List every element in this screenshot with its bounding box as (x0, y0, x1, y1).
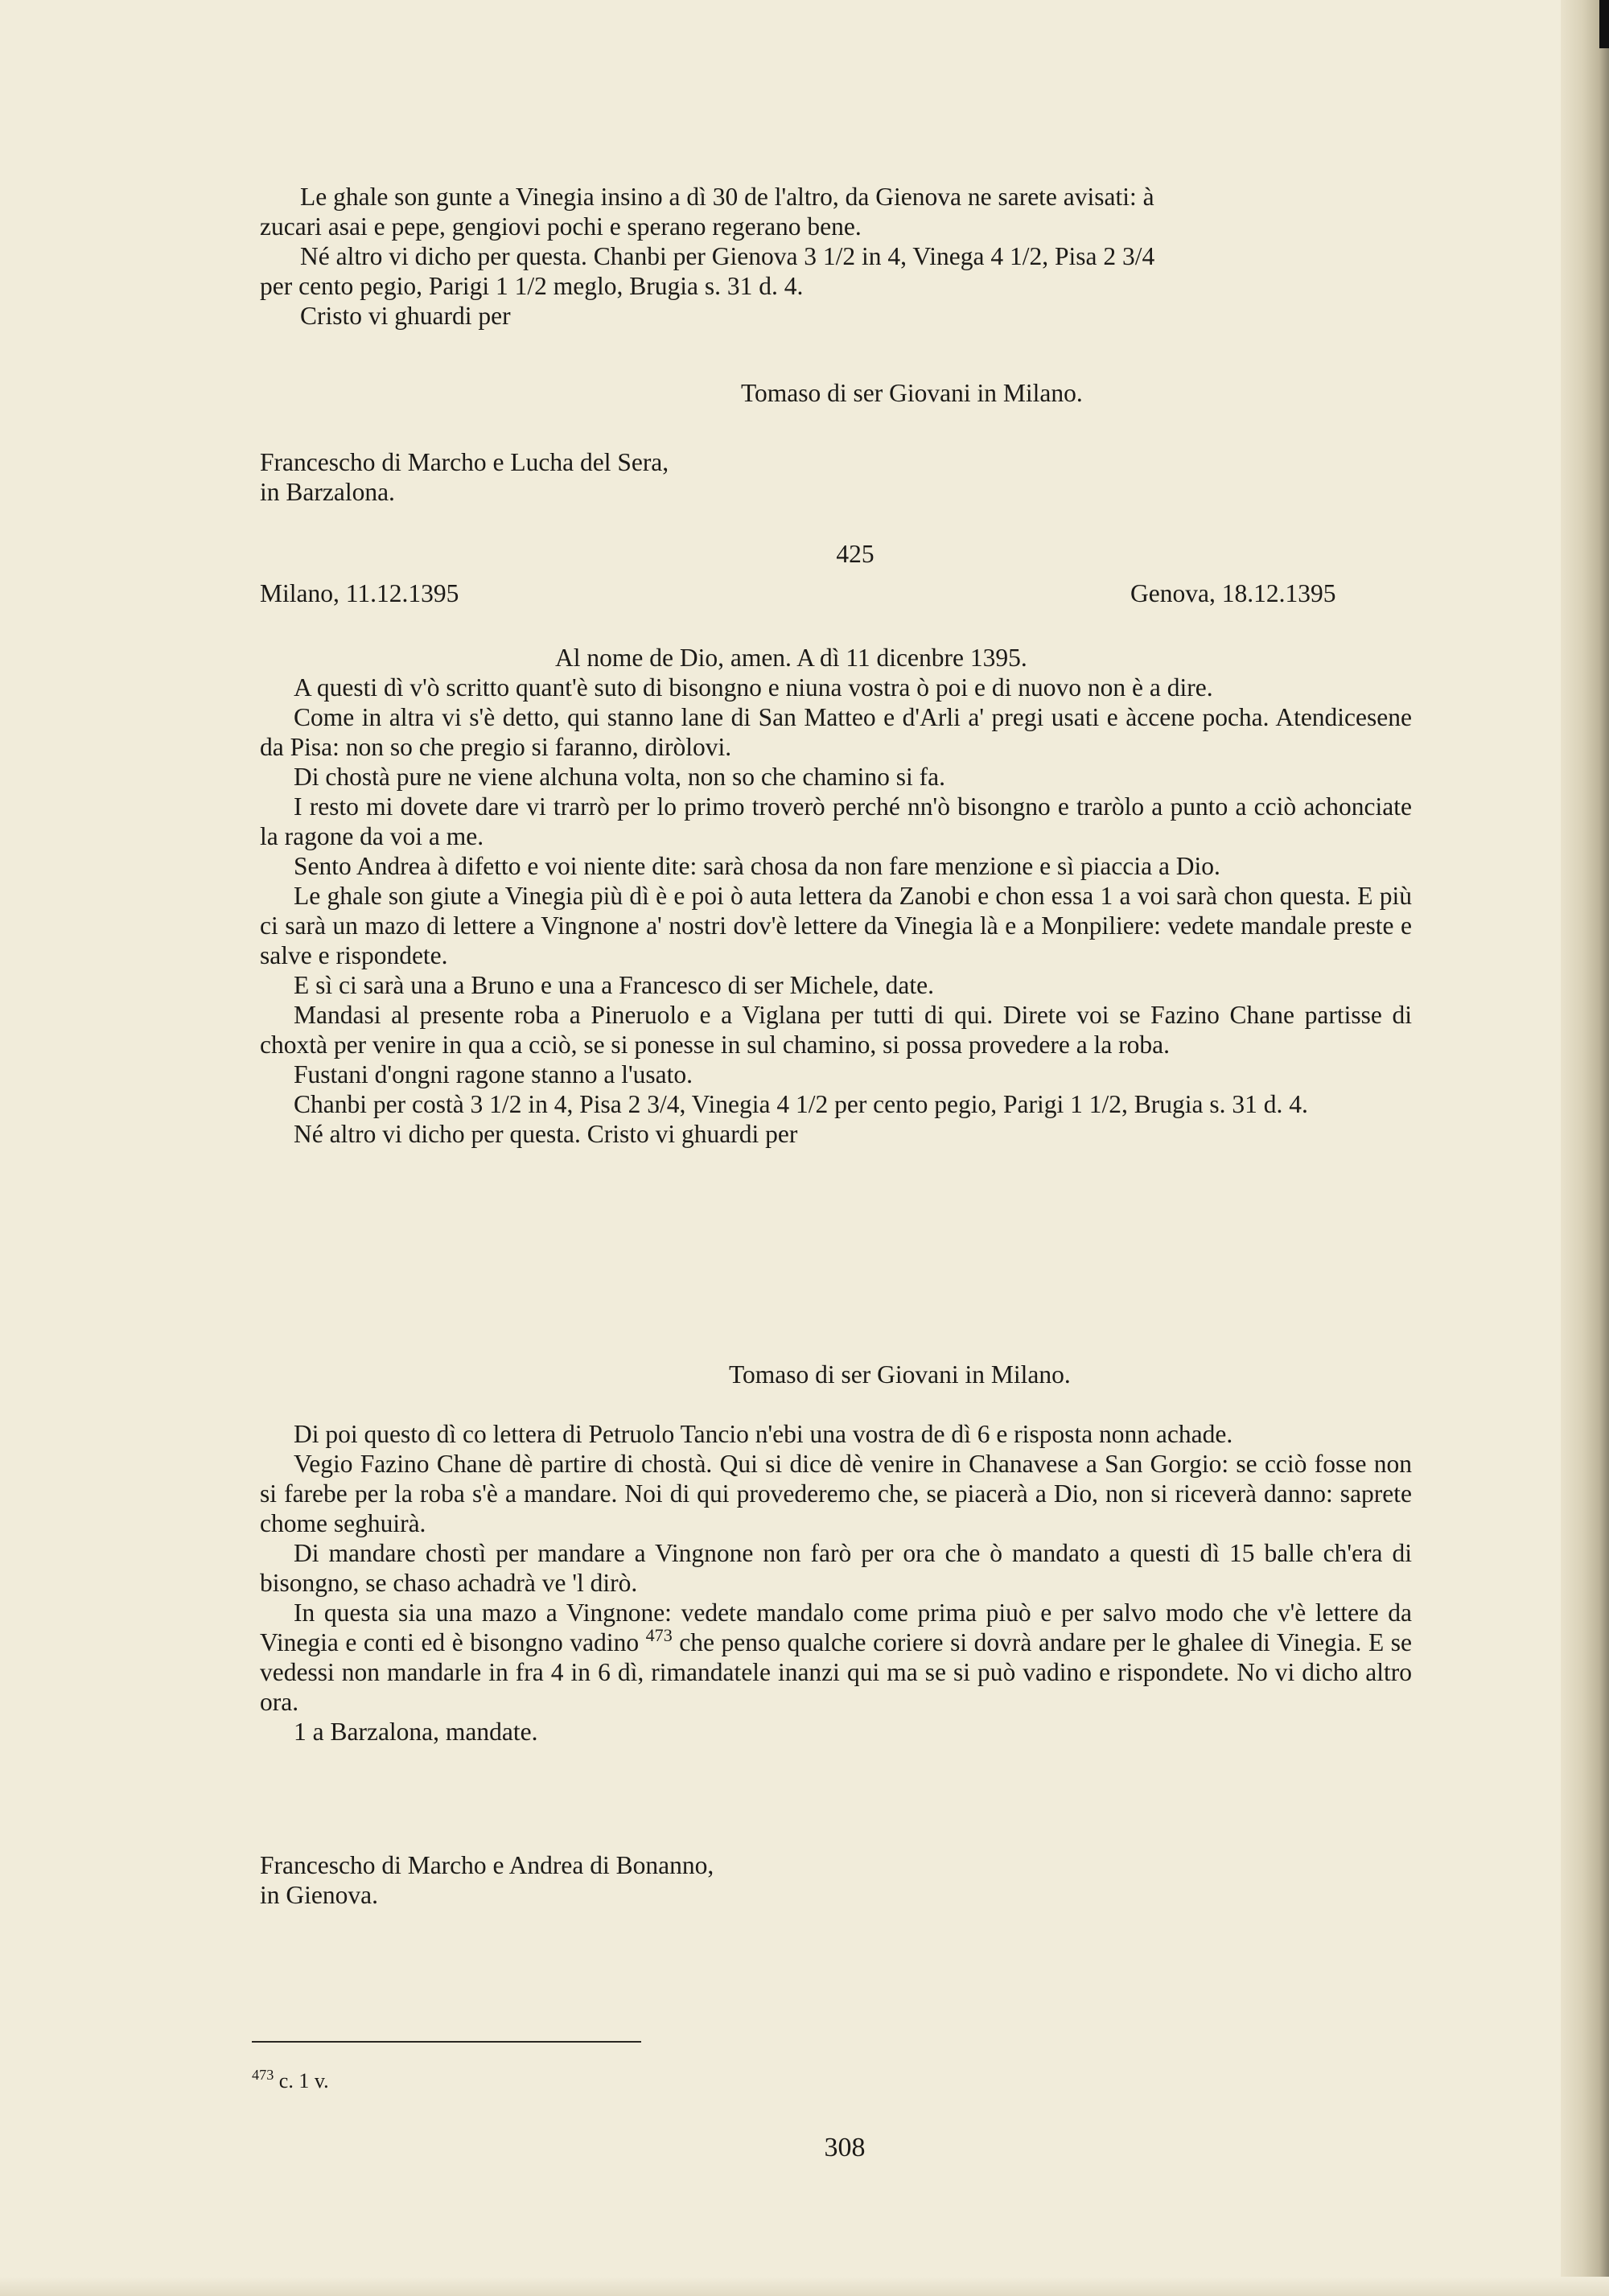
book-spine-edge (1599, 0, 1609, 48)
address-line: in Barzalona. (260, 478, 395, 506)
paragraph: E sì ci sarà una a Bruno e una a Francesco di ser Michele, date. (294, 971, 934, 999)
text-line: Né altro vi dicho per questa. Chanbi per Gienova 3 1/2 in 4, Vinega 4 1/2, Pisa 2 3/4 (300, 242, 1155, 270)
paragraph: Come in altra vi s'è detto, qui stanno lane di San Matteo e d'Arli a' pregi usati e àccene pocha. Atendicesene da Pisa: non so che pregio si faranno, diròlovi. (260, 703, 1412, 761)
paragraph: Vegio Fazino Chane dè partire di chostà. Qui si dice dè venire in Chanavese a San Gorgio: se cciò fosse non si farebe per la roba s'è a mandare. Noi di qui provederemo che, se piacerà a Dio, non si riceverà danno: saprete chome seghuirà. (260, 1450, 1412, 1537)
footnote-divider (252, 2041, 641, 2043)
paragraph-text: In questa sia una mazo a Vingnone: vedete mandalo come prima piuò e per salvo modo che v'è lettere da Vinegia e conti ed è bisongno vadino (260, 1599, 1412, 1656)
footnote-number: 473 (252, 2067, 274, 2083)
address-line: Francescho di Marcho e Lucha del Sera, (260, 448, 669, 476)
text-line: zucari asai e pepe, gengiovi pochi e sperano regerano bene. (260, 212, 862, 241)
paragraph: Di mandare chostì per mandare a Vingnone non farò per ora che ò mandato a questi dì 15 balle ch'era di bisongno, se chaso achadrà ve 'l dirò. (260, 1539, 1412, 1597)
address-block (260, 1850, 714, 1910)
address-line: Francescho di Marcho e Andrea di Bonanno, (260, 1851, 714, 1879)
signature: Tomaso di ser Giovani in Milano. (741, 379, 1083, 407)
signature: Tomaso di ser Giovani in Milano. (729, 1360, 1071, 1389)
closing-formula: Né altro vi dicho per questa. Cristo vi ghuardi per (294, 1120, 798, 1148)
footnote-reference[interactable]: 473 (645, 1624, 673, 1645)
paragraph: I resto mi dovete dare vi trarrò per lo primo troverò perché nn'ò bisongno e traròlo a punto a cciò achonciate la ragone da voi a me. (260, 792, 1412, 850)
letter-invocation: Al nome de Dio, amen. A dì 11 dicenbre 1395. (555, 644, 1027, 672)
letter-origin: Milano, 11.12.1395 (260, 579, 459, 607)
address-block (260, 447, 669, 507)
paragraph: Di chostà pure ne viene alchuna volta, non so che chamino si fa. (294, 763, 945, 791)
page-bottom-edge (0, 2277, 1609, 2296)
footnote-text: c. 1 v. (278, 2069, 329, 2092)
paragraph-text: che penso qualche coriere si dovrà andare per le ghalee di Vinegia. E se vedessi non mandarle in fra 4 in 6 dì, rimandatele inanzi qui ma se si può vadino e rispondete. No vi dicho altro ora. (260, 1628, 1412, 1716)
postscript (260, 1419, 1412, 1747)
footnote (252, 2069, 329, 2093)
paragraph: Le ghale son giute a Vinegia più dì è e poi ò auta lettera da Zanobi e chon essa 1 a voi sarà chon questa. E più ci sarà un mazo di lettere a Vingnone a' nostri dov'è lettere da Vinegia là e a Monpiliere: vedete mandale preste e salve e rispondete. (260, 882, 1412, 969)
paragraph: 1 a Barzalona, mandate. (294, 1718, 538, 1746)
letter-body (260, 673, 1412, 1149)
paragraph (260, 1598, 1412, 1717)
paragraph: Chanbi per costà 3 1/2 in 4, Pisa 2 3/4, Vinegia 4 1/2 per cento pegio, Parigi 1 1/2, Brugia s. 31 d. 4. (294, 1090, 1308, 1118)
address-line: in Gienova. (260, 1881, 378, 1909)
page-number: 308 (824, 2133, 866, 2162)
text-line: per cento pegio, Parigi 1 1/2 meglo, Brugia s. 31 d. 4. (260, 272, 804, 300)
closing-formula: Cristo vi ghuardi per (300, 302, 511, 330)
paragraph: Sento Andrea à difetto e voi niente dite: sarà chosa da non fare menzione e sì piaccia a Dio. (294, 852, 1220, 880)
letter-number: 425 (836, 540, 874, 568)
text-line: Le ghale son gunte a Vinegia insino a dì 30 de l'altro, da Gienova ne sarete avisati: à (300, 183, 1154, 211)
previous-letter-ending (260, 182, 1412, 331)
paragraph: Fustani d'ongni ragone stanno a l'usato. (294, 1060, 693, 1088)
paragraph: A questi dì v'ò scritto quant'è suto di bisongno e niuna vostra ò poi e di nuovo non è a dire. (294, 673, 1213, 702)
paragraph: Mandasi al presente roba a Pineruolo e a Viglana per tutti di qui. Direte voi se Fazino Chane partisse di choxtà per venire in qua a cciò, se si ponesse in sul chamino, si possa provedere a la roba. (260, 1001, 1412, 1059)
letter-destination: Genova, 18.12.1395 (1130, 579, 1336, 607)
paragraph: Di poi questo dì co lettera di Petruolo Tancio n'ebi una vostra de dì 6 e risposta nonn achade. (294, 1420, 1233, 1448)
book-spine-shadow (1561, 0, 1609, 2296)
